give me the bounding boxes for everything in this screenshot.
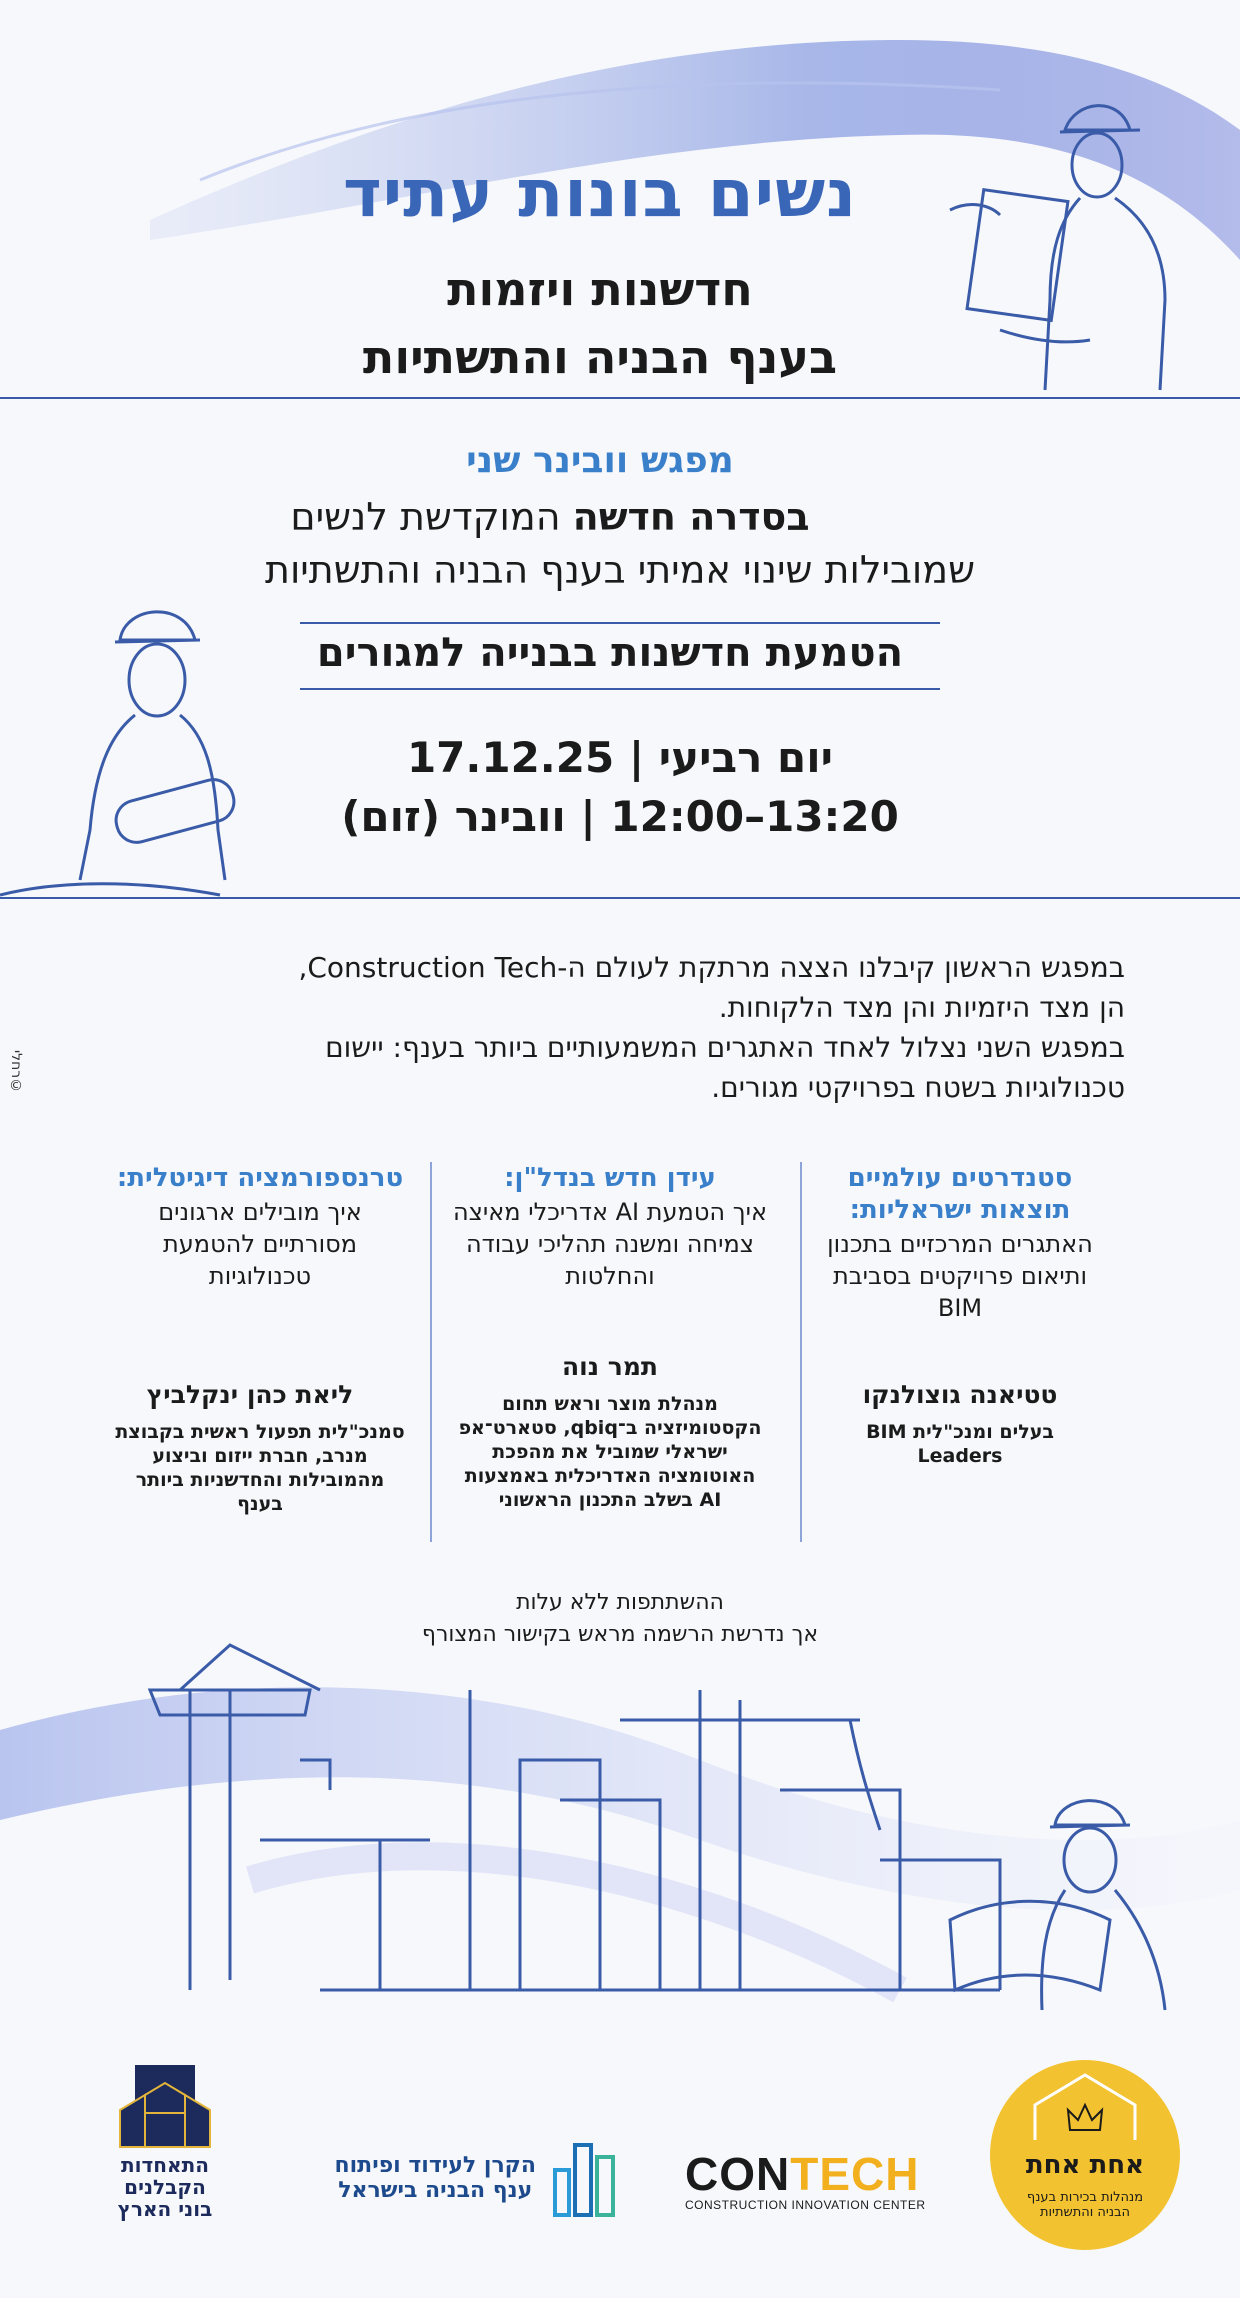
speaker-1-role: בעלים ומנכ"לית BIM Leaders — [866, 1421, 1054, 1467]
speaker-3-role: סמנכ"לית תפעול ראשית בקבוצת מנרב, חברת ייזום וביצוע מהמובילות והחדשניות ביותר בענף — [115, 1421, 405, 1515]
main-title: נשים בונות עתיד — [342, 155, 858, 232]
topic-bottom-rule — [300, 688, 940, 690]
construction-fund-logo — [290, 2135, 620, 2220]
speaker-3-talk-body: איך מובילים ארגונים מסורתיים להטמעת טכנולוגיות — [158, 1198, 362, 1290]
free-participation-note: ההשתתפות ללא עלות — [516, 1590, 724, 1615]
meeting-line-2: שמובילות שינוי אמיתי בענף הבניה והתשתיות — [264, 548, 976, 592]
speaker-1-name: טטיאנה גוצולנקו — [862, 1380, 1058, 1409]
speaker-1-talk-body: האתגרים המרכזיים בתכנון ותיאום פרויקטים בסביבת BIM — [827, 1230, 1093, 1322]
contractors-logo-text-3: בוני הארץ — [117, 2197, 213, 2221]
intro-paragraph — [95, 948, 1125, 1108]
meeting-line-1 — [150, 495, 950, 539]
fund-logo-text-1: הקרן לעידוד ופיתוח — [334, 2152, 536, 2178]
contech-logo-tech: TECH — [790, 2148, 920, 2200]
intro-line-1: במפגש הראשון קיבלנו הצצה מרתקת לעולם ה-Construction Tech, — [298, 951, 1125, 984]
speaker-2-name: תמר נוה — [561, 1352, 658, 1381]
topic-top-rule — [300, 622, 940, 624]
contech-logo-tagline: CONSTRUCTION INNOVATION CENTER — [685, 2198, 926, 2212]
intro-line-4: טכנולוגיות בשטח בפרויקטי מגורים. — [711, 1071, 1125, 1104]
speaker-3-name: ליאת כהן ינקלביץ — [146, 1380, 354, 1409]
fund-buildings-icon — [550, 2135, 620, 2220]
subtitle-line-2: בענף הבניה והתשתיות — [362, 330, 838, 384]
fund-logo-text-2: ענף הבניה בישראל — [338, 2177, 533, 2203]
column-divider-2 — [430, 1162, 432, 1542]
speaker-column-3 — [110, 1162, 410, 1292]
meeting-date: יום רביעי | 17.12.25 — [406, 733, 834, 782]
ahat-ahat-logo — [990, 2060, 1180, 2250]
speaker-1-talk-title: סטנדרטים עולמיים תוצאות ישראליות: — [847, 1163, 1073, 1225]
intro-line-3: במפגש השני נצלול לאחד האתגרים המשמעותיים ביותר בענף: יישום — [325, 1031, 1125, 1064]
contractors-logo-text-2: הקבלנים — [124, 2175, 206, 2199]
ahat-logo-name: אחת אחת — [1025, 2150, 1145, 2180]
speaker-column-2 — [440, 1162, 780, 1292]
meeting-kicker: מפגש וובינר שני — [466, 440, 734, 481]
speaker-column-1 — [810, 1162, 1110, 1324]
subtitle-line-1: חדשנות ויזמות — [447, 262, 753, 316]
speaker-2-talk-title: עידן חדש בנדל"ן: — [504, 1163, 716, 1193]
contractors-association-logo — [110, 2055, 220, 2220]
intro-line-2: הן מצד היזמיות והן מצד הלקוחות. — [718, 991, 1125, 1024]
speaker-3-talk-title: טרנספורמציה דיגיטלית: — [116, 1163, 404, 1193]
contech-logo — [685, 2150, 945, 2212]
contractors-building-icon — [115, 2055, 215, 2150]
crown-house-icon — [990, 2060, 1180, 2150]
illustrator-credit: רחלי© — [8, 1050, 24, 1095]
contractors-logo-text-1: התאחדות — [121, 2153, 209, 2177]
ahat-logo-tagline-2: הבניה והתשתיות — [1039, 2205, 1131, 2220]
registration-note: אך נדרשת הרשמה מראש בקישור המצורף — [421, 1622, 819, 1647]
column-divider-1 — [800, 1162, 802, 1542]
meeting-time: 13:20–12:00 | וובינר (זום) — [341, 792, 899, 841]
speaker-2-talk-body: איך הטמעת AI אדריכלי מאיצה צמיחה ומשנה תהליכי עבודה והחלטות — [452, 1198, 768, 1290]
contech-logo-con: CON — [685, 2148, 791, 2200]
speaker-2-role: מנהלת מוצר וראש תחום הקסטומיזציה ב־qbiq, סטארט־אפ ישראלי שמוביל את מהפכת האוטומציה האדריכלית באמצעות AI בשלב התכנון הראשוני — [458, 1393, 762, 1511]
meeting-line-1-bold: בסדרה חדשה — [572, 495, 810, 539]
meeting-topic: הטמעת חדשנות בבנייה למגורים — [316, 630, 904, 676]
engineer-woman-middle-illustration — [0, 612, 238, 895]
ahat-logo-tagline-1: מנהלות בכירות בענף — [1026, 2190, 1144, 2205]
meeting-line-1-rest: המוקדשת לנשים — [290, 495, 573, 539]
